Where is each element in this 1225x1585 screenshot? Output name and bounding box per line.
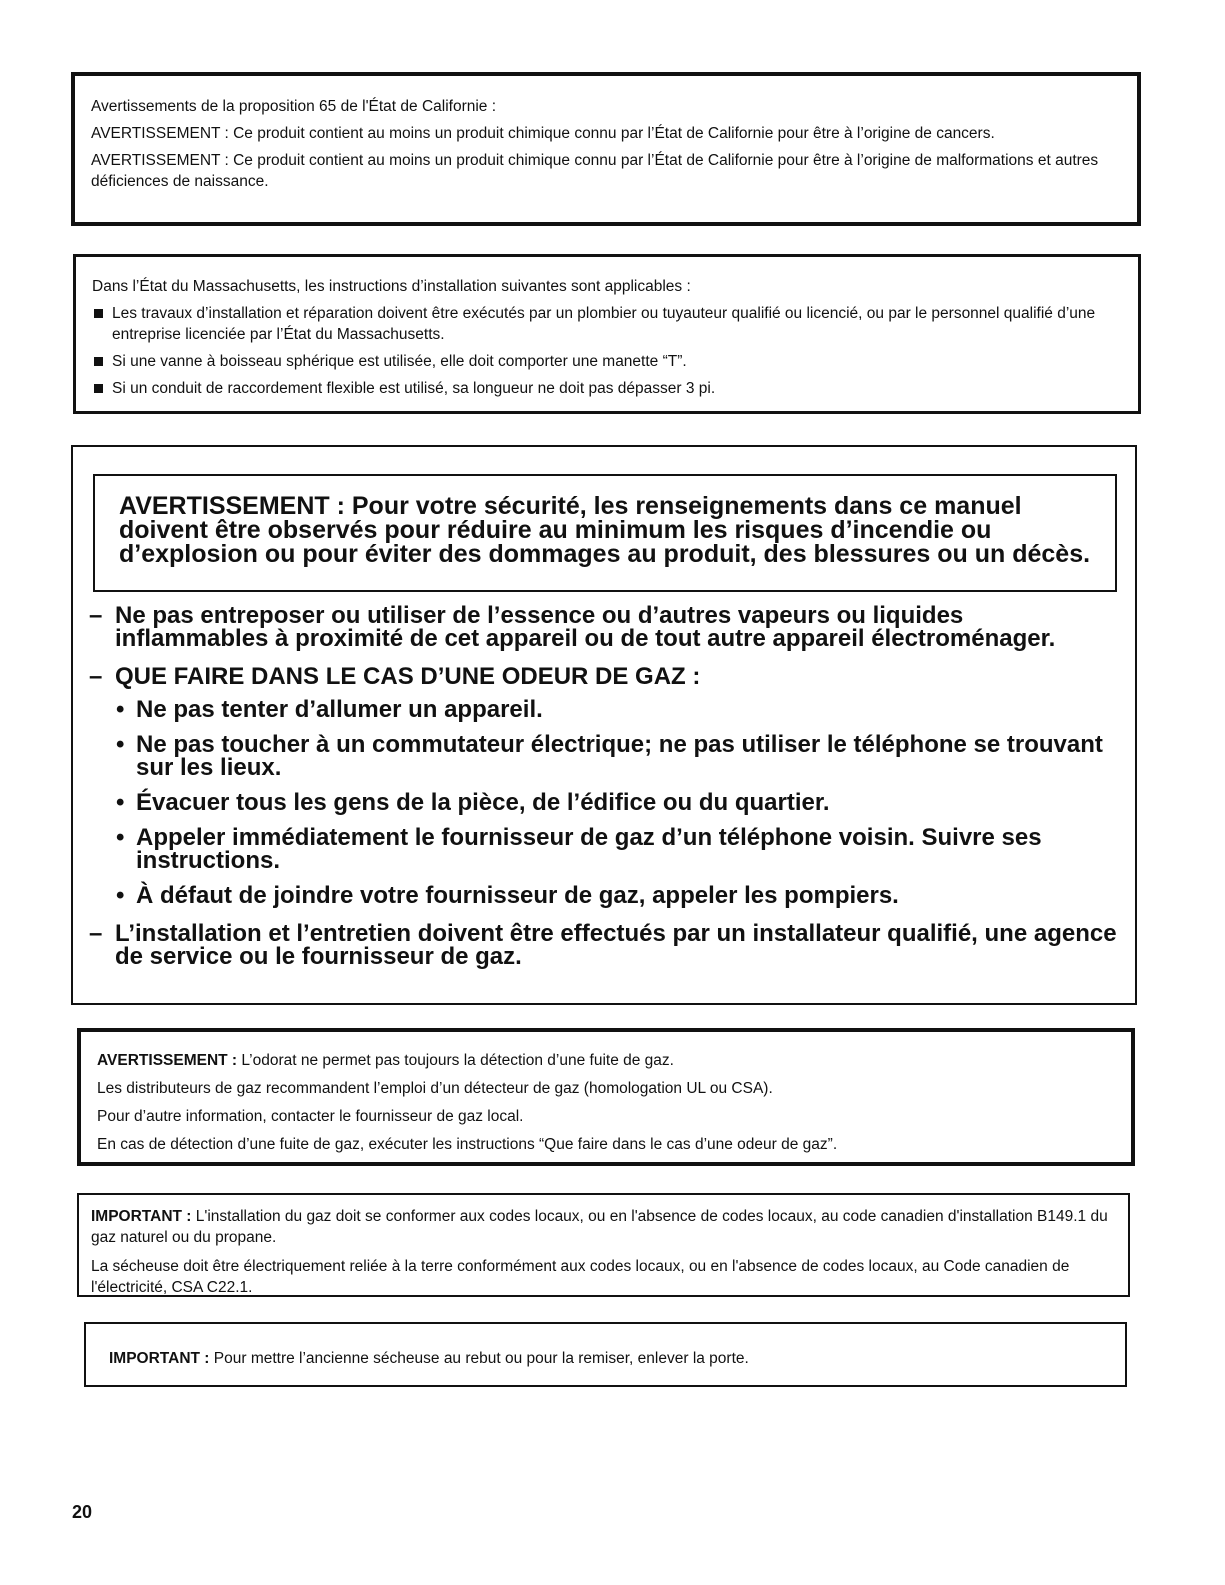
prop65-warning-box	[71, 72, 1141, 226]
important-label: IMPORTANT :	[109, 1350, 210, 1367]
installation-code-box	[77, 1193, 1130, 1297]
massachusetts-item: Les travaux d’installation et réparation doivent être exécutés par un plombier ou tuyauteur qualifié ou licencié, ou par le personnel qualifié d’une entreprise licenciée par l’État du Massachusetts.	[92, 303, 1122, 345]
gas-odor-step: • Ne pas tenter d’allumer un appareil.	[89, 698, 1119, 721]
gas-odor-section	[89, 665, 1119, 907]
gas-detection-line	[97, 1050, 1115, 1071]
gas-odor-step: • Ne pas toucher à un commutateur électrique; ne pas utiliser le téléphone se trouvant sur les lieux.	[89, 733, 1119, 779]
gas-odor-title: – QUE FAIRE DANS LE CAS D’UNE ODEUR DE GAZ :	[89, 665, 1119, 688]
safety-warning-header: AVERTISSEMENT : Pour votre sécurité, les renseignements dans ce manuel doivent être observés pour réduire au minimum les risques d’incendie ou d’explosion ou pour éviter des dommages au produit, des blessures ou un décès.	[93, 474, 1117, 592]
disposal-important-box	[84, 1322, 1127, 1387]
gas-detection-text: L’odorat ne permet pas toujours la détection d’une fuite de gaz.	[241, 1052, 674, 1069]
disposal-line	[109, 1348, 1125, 1369]
gas-odor-step: • Évacuer tous les gens de la pièce, de l’édifice ou du quartier.	[89, 791, 1119, 814]
important-label: IMPORTANT :	[91, 1208, 192, 1225]
gas-odor-step: • À défaut de joindre votre fournisseur de gaz, appeler les pompiers.	[89, 884, 1119, 907]
prop65-heading: Avertissements de la proposition 65 de l'État de Californie :	[91, 98, 497, 115]
gas-detector-recommendation: Les distributeurs de gaz recommandent l’emploi d’un détecteur de gaz (homologation UL ou CSA).	[97, 1080, 773, 1097]
gas-code-text: L'installation du gaz doit se conformer aux codes locaux, ou en l'absence de codes locaux, au code canadien d'installation B149.1 du gaz naturel ou du propane.	[91, 1208, 1108, 1246]
disposal-text: Pour mettre l’ancienne sécheuse au rebut ou pour la remiser, enlever la porte.	[213, 1350, 749, 1367]
safety-instructions	[89, 604, 1119, 983]
warning-label: AVERTISSEMENT :	[97, 1052, 238, 1069]
electrical-code-text: La sécheuse doit être électriquement reliée à la terre conformément aux codes locaux, ou en l'absence de codes locaux, au Code canadien de l'électricité, CSA C22.1.	[91, 1258, 1070, 1296]
prop65-birth-warning: AVERTISSEMENT : Ce produit contient au moins un produit chimique connu par l’État de Californie pour être à l’origine de malformations et autres déficiences de naissance.	[91, 152, 1099, 190]
gas-code-line	[91, 1206, 1116, 1248]
gas-detection-warning-box	[77, 1028, 1135, 1166]
page-number: 20	[72, 1502, 93, 1522]
qualified-installer-note: – L’installation et l’entretien doivent être effectués par un installateur qualifié, une agence de service ou le fournisseur de gaz.	[89, 922, 1119, 968]
massachusetts-instructions-box	[73, 254, 1141, 414]
gas-leak-instructions: En cas de détection d’une fuite de gaz, exécuter les instructions “Que faire dans le cas d’une odeur de gaz”.	[97, 1136, 838, 1153]
massachusetts-item: Si un conduit de raccordement flexible est utilisé, sa longueur ne doit pas dépasser 3 pi.	[92, 378, 1122, 399]
gas-supplier-contact: Pour d’autre information, contacter le fournisseur de gaz local.	[97, 1108, 524, 1125]
no-flammable-storage: – Ne pas entreposer ou utiliser de l’essence ou d’autres vapeurs ou liquides inflammables à proximité de cet appareil ou de tout autre appareil électroménager.	[89, 604, 1119, 650]
gas-safety-warning-box	[71, 445, 1137, 1005]
gas-odor-step: • Appeler immédiatement le fournisseur de gaz d’un téléphone voisin. Suivre ses instructions.	[89, 826, 1119, 872]
prop65-cancer-warning: AVERTISSEMENT : Ce produit contient au moins un produit chimique connu par l’État de Californie pour être à l’origine de cancers.	[91, 125, 995, 142]
massachusetts-intro: Dans l’État du Massachusetts, les instructions d’installation suivantes sont applicables :	[92, 278, 691, 295]
massachusetts-item: Si une vanne à boisseau sphérique est utilisée, elle doit comporter une manette “T”.	[92, 351, 1122, 372]
